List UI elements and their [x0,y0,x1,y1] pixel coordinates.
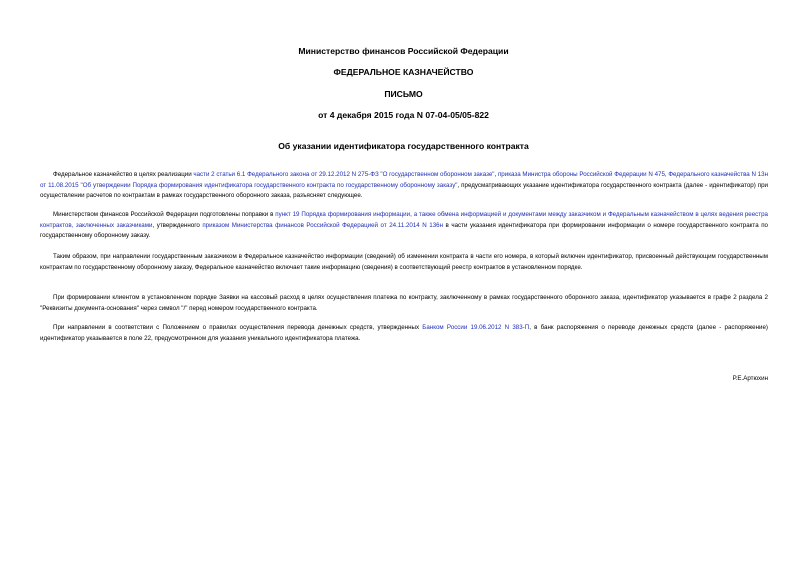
paragraph-2-text-2: , утвержденного [152,221,203,229]
paragraph-1-text-1: Федеральное казначейство в целях реализации [53,171,194,178]
order-475-13n-link[interactable]: приказа Министра обороны Российской Федерации N 475, Федерального казначейства N 13н от 11.08.2015 "Об утверждении Порядка формирования идентификатора государственного контракта по государственному оборонному заказу" [40,171,768,189]
signature: Р.Е.Артюхин [732,375,768,382]
paragraph-1 [40,170,768,202]
ministry-title: Министерство финансов Российской Федерации [298,46,509,56]
paragraph-2-text-1: Министерством финансов Российской Федерации подготовлены поправки в [53,211,276,218]
document-type: ПИСЬМО [384,89,423,99]
paragraph-1-text-2: , [494,171,498,178]
paragraph-2 [40,210,768,242]
document-subject: Об указании идентификатора государственного контракта [278,141,529,151]
paragraph-5 [40,323,768,344]
document-date-number: от 4 декабря 2015 года N 07-04-05/05-822 [318,110,489,120]
paragraph-5-text-1: При направлении в соответствии с Положением о правилах осуществления перевода денежных средств, утвержденных [53,324,423,331]
order-136n-link[interactable]: приказом Министерства финансов Российской Федерацией от 24.11.2014 N 136н [202,221,444,229]
paragraph-5-text-2: , в банк распоряжения о переводе денежных средств (далее - распоряжение) идентификатор указывается в поле 22, предусмотренном для указания уникального идентификатора платежа. [40,324,768,342]
paragraph-4-text-1: При формировании клиентом в установленном порядке Заявки на кассовый расход в целях осуществления платежа по контракту, заключенному в рамках государственного оборонного заказа, идентификатор указывается в графе 2 раздела 2 "Реквизиты документа-основания" через символ "/" перед номером государственного контракта. [40,294,768,312]
agency-title: ФЕДЕРАЛЬНОЕ КАЗНАЧЕЙСТВО [333,67,474,77]
paragraph-3 [40,252,768,273]
paragraph-2-text-3: в части указания идентификатора при формировании информации о номере государственного контракта по государственному оборонному заказу. [40,221,768,239]
bank-regulation-383p-link[interactable]: Банком России 19.06.2012 N 383-П [422,324,530,331]
law-275-fz-link[interactable]: части 2 статьи 6.1 Федерального закона от 29.12.2012 N 275-ФЗ "О государственном оборонном заказе" [193,171,495,178]
paragraph-3-text-1: Таким образом, при направлении государственным заказчиком в Федеральное казначейство информации (сведений) об изменении контракта в части его номера, в который включен идентификатор, присвоенный действующим государственным контрактам по государственному оборонному заказу, Федеральное казначейство включает такие информацию (сведения) в соответствующий реестр контрактов в установленном порядке. [40,253,768,271]
paragraph-4 [40,293,768,314]
paragraph-1-text-3: , предусматривающих указание идентификатора государственного контракта (далее - идентификатор) при осуществлении расчетов по контрактам в рамках государственного оборонного заказа, разъясняет следующее. [40,181,768,199]
point-19-procedure-link[interactable]: пункт 19 Порядка формирования информации, а также обмена информацией и документами между заказчиком и Федеральным казначейством в целях ведения реестра контрактов, заключенных заказчиками [40,211,768,229]
